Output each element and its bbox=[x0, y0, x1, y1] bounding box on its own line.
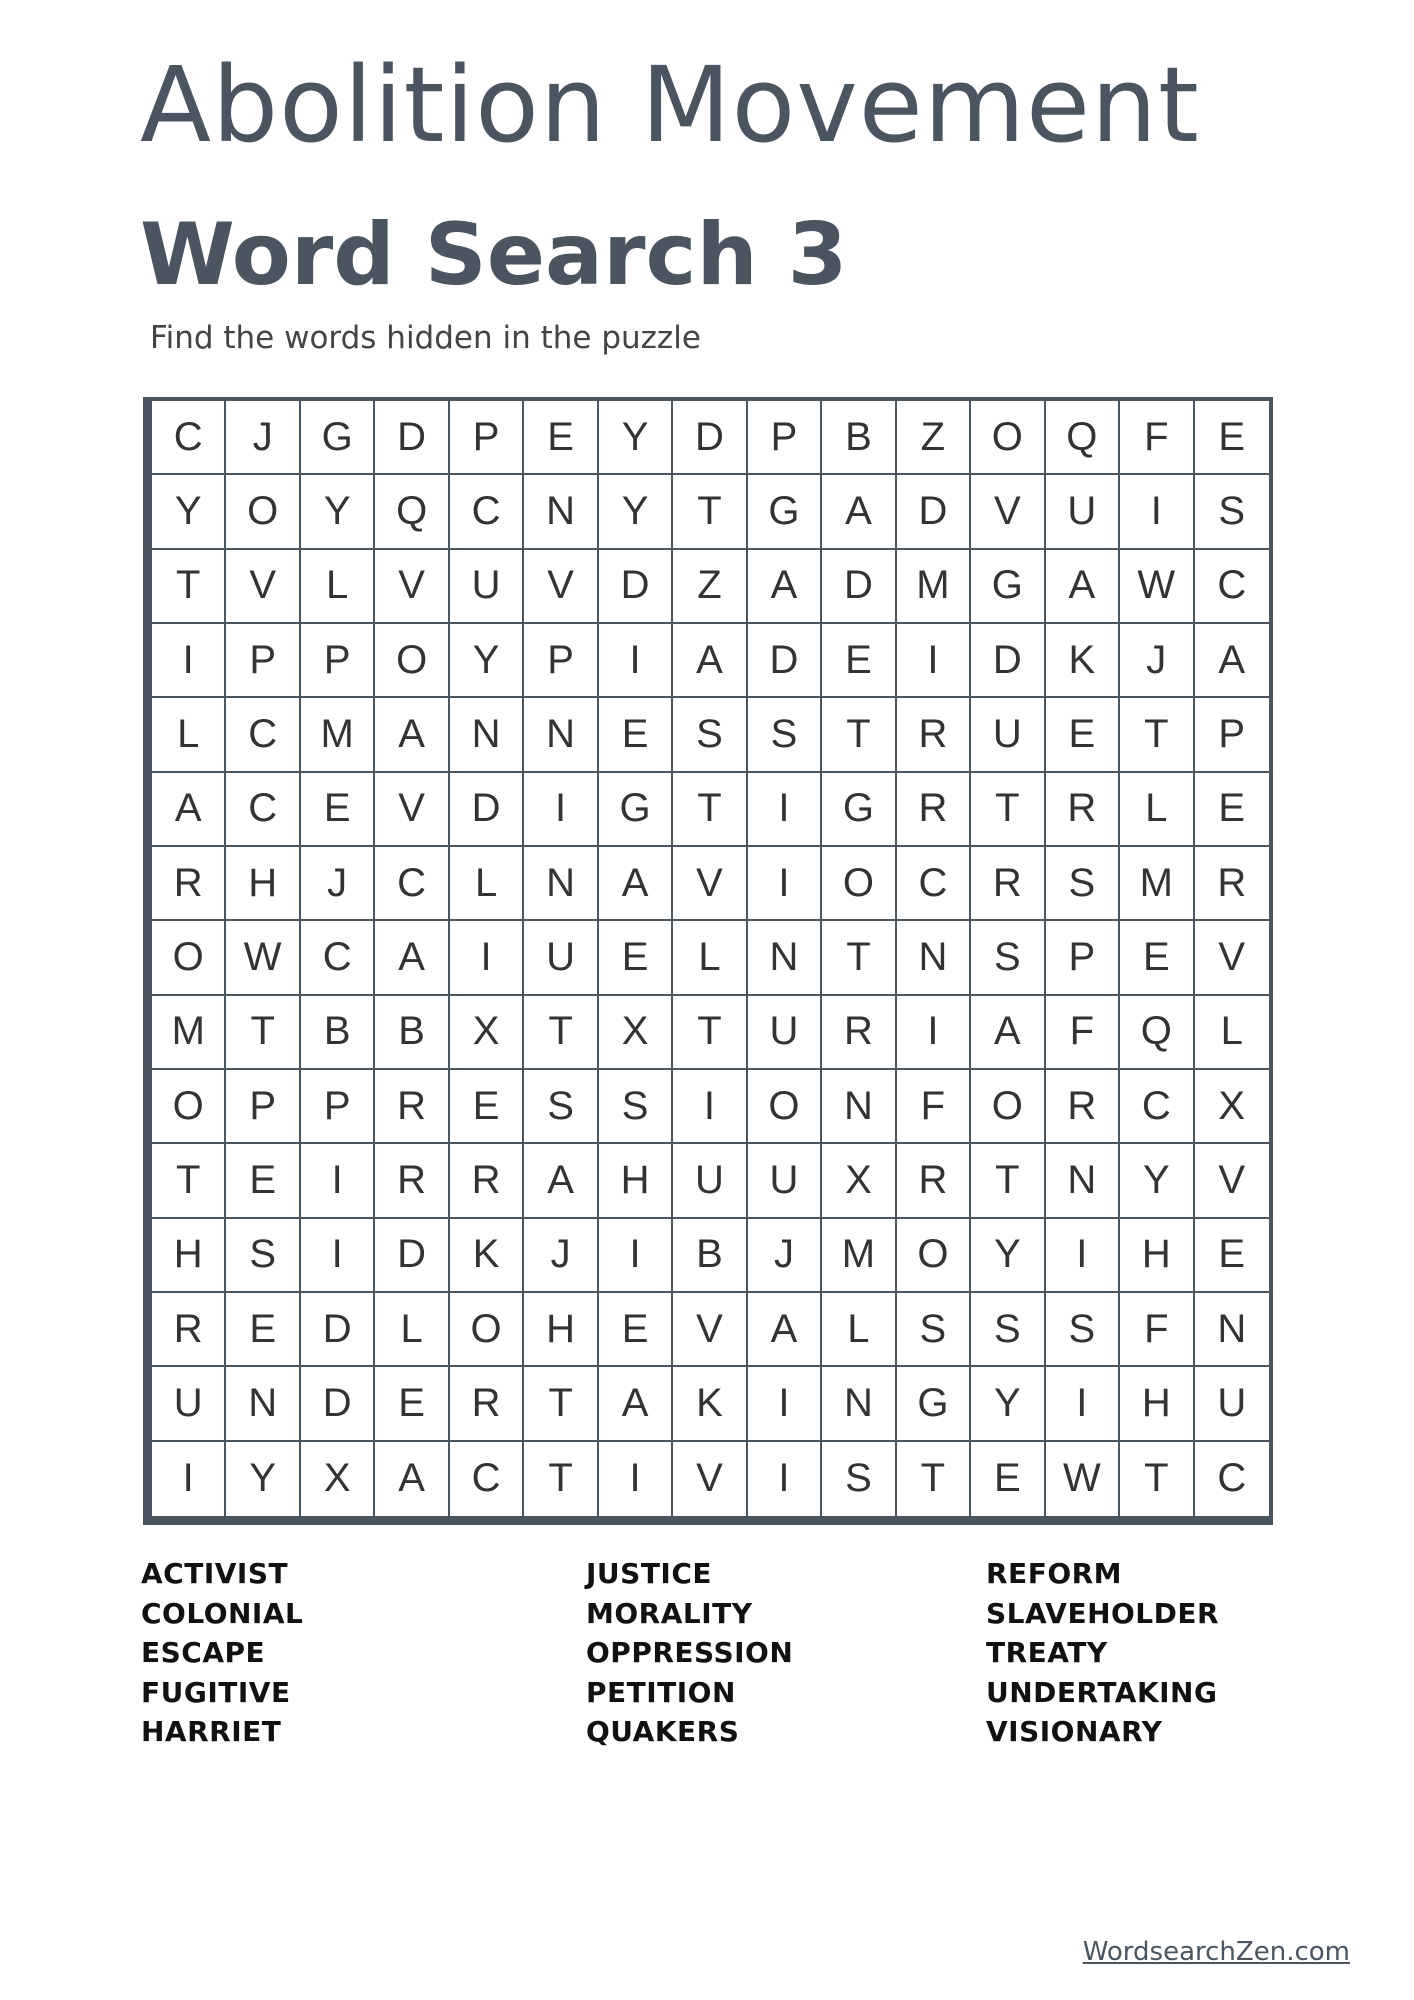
grid-cell: O bbox=[971, 401, 1045, 475]
grid-cell: N bbox=[450, 698, 524, 772]
grid-cell: A bbox=[375, 698, 449, 772]
word-list-item: UNDERTAKING bbox=[986, 1675, 1218, 1709]
grid-cell: T bbox=[524, 1367, 598, 1441]
grid-cell: V bbox=[524, 550, 598, 624]
grid-cell: X bbox=[599, 996, 673, 1070]
grid-cell: F bbox=[1120, 401, 1194, 475]
grid-cell: L bbox=[1120, 773, 1194, 847]
grid-cell: E bbox=[226, 1293, 300, 1367]
grid-cell: C bbox=[897, 847, 971, 921]
page-title: Abolition Movement bbox=[140, 44, 1200, 166]
grid-cell: I bbox=[748, 1367, 822, 1441]
grid-cell: N bbox=[1195, 1293, 1269, 1367]
grid-cell: Q bbox=[1046, 401, 1120, 475]
grid-cell: F bbox=[1120, 1293, 1194, 1367]
grid-cell: R bbox=[450, 1367, 524, 1441]
grid-cell: R bbox=[822, 996, 896, 1070]
grid-cell: S bbox=[1046, 847, 1120, 921]
grid-cell: D bbox=[301, 1367, 375, 1441]
grid-cell: V bbox=[673, 847, 747, 921]
grid-cell: S bbox=[673, 698, 747, 772]
grid-cell: C bbox=[1217, 1456, 1247, 1501]
grid-cell: P bbox=[301, 1070, 375, 1144]
grid-cell: C bbox=[226, 773, 300, 847]
grid-cell: H bbox=[152, 1219, 226, 1293]
grid-cell: Y bbox=[301, 475, 375, 549]
grid-cell: U bbox=[748, 1144, 822, 1218]
grid-cell: U bbox=[971, 698, 1045, 772]
grid-cell: C bbox=[375, 847, 449, 921]
grid-cell: D bbox=[971, 624, 1045, 698]
grid-cell: V bbox=[1195, 1144, 1269, 1218]
grid-cell: V bbox=[375, 773, 449, 847]
grid-cell: R bbox=[375, 1070, 449, 1144]
word-list-column-2 bbox=[586, 1554, 793, 1752]
grid-cell: T bbox=[226, 996, 300, 1070]
grid-cell: U bbox=[748, 996, 822, 1070]
grid-cell: J bbox=[748, 1219, 822, 1293]
grid-cell: B bbox=[822, 401, 896, 475]
grid-cell: Y bbox=[152, 475, 226, 549]
grid-cell: N bbox=[524, 847, 598, 921]
grid-cell: G bbox=[599, 773, 673, 847]
grid-cell: L bbox=[152, 698, 226, 772]
grid-cell: S bbox=[1046, 1293, 1120, 1367]
word-list-item: SLAVEHOLDER bbox=[986, 1596, 1220, 1630]
page-subtitle: Word Search 3 bbox=[140, 205, 848, 305]
grid-cell: P bbox=[524, 624, 598, 698]
grid-cell: K bbox=[1046, 624, 1120, 698]
grid-cell: A bbox=[971, 996, 1045, 1070]
grid-cell: I bbox=[301, 1144, 375, 1218]
grid-cell: E bbox=[524, 401, 598, 475]
grid-cell: D bbox=[599, 550, 673, 624]
grid-cell: I bbox=[897, 624, 971, 698]
grid-cell: L bbox=[375, 1293, 449, 1367]
grid-cell: A bbox=[822, 475, 896, 549]
grid-cell: B bbox=[673, 1219, 747, 1293]
grid-cell: H bbox=[1120, 1367, 1194, 1441]
word-list-column-3 bbox=[986, 1554, 1219, 1752]
grid-cell: C bbox=[226, 698, 300, 772]
word-list-column-1 bbox=[141, 1554, 303, 1752]
word-list-item: FUGITIVE bbox=[141, 1675, 291, 1709]
grid-cell: R bbox=[1046, 1070, 1120, 1144]
grid-cell: D bbox=[897, 475, 971, 549]
grid-cell: J bbox=[226, 401, 300, 475]
grid-cell: O bbox=[748, 1070, 822, 1144]
grid-cell: D bbox=[748, 624, 822, 698]
grid-cell: P bbox=[450, 401, 524, 475]
grid-cell: D bbox=[375, 1219, 449, 1293]
grid-cell: I bbox=[748, 847, 822, 921]
grid-cell: D bbox=[301, 1293, 375, 1367]
grid-cell: T bbox=[673, 996, 747, 1070]
grid-cell: R bbox=[450, 1144, 524, 1218]
grid-cell: X bbox=[450, 996, 524, 1070]
grid-cell: O bbox=[375, 624, 449, 698]
grid-cell: O bbox=[152, 921, 226, 995]
grid-cell: H bbox=[226, 847, 300, 921]
grid-cell: O bbox=[152, 1070, 226, 1144]
grid-cell: G bbox=[897, 1367, 971, 1441]
word-list-item: REFORM bbox=[986, 1557, 1123, 1590]
grid-cell: I bbox=[524, 773, 598, 847]
grid-cell: T bbox=[673, 773, 747, 847]
grid-cell: N bbox=[822, 1070, 896, 1144]
grid-cell: E bbox=[1195, 1219, 1269, 1293]
grid-cell: I bbox=[1120, 475, 1194, 549]
grid-cell: V bbox=[1195, 921, 1269, 995]
grid-cell: L bbox=[450, 847, 524, 921]
grid-cell: I bbox=[748, 1442, 822, 1516]
grid-cell: E bbox=[375, 1367, 449, 1441]
grid-cell: S bbox=[748, 698, 822, 772]
grid-cell: Y bbox=[599, 475, 673, 549]
grid-cell: I bbox=[599, 1219, 673, 1293]
grid-cell: T bbox=[971, 1144, 1045, 1218]
grid-cell: N bbox=[748, 921, 822, 995]
grid-cell: V bbox=[673, 1293, 747, 1367]
grid-cell: R bbox=[1046, 773, 1120, 847]
word-list-item: PETITION bbox=[586, 1675, 736, 1709]
grid-cell: X bbox=[1195, 1070, 1269, 1144]
grid-cell: E bbox=[1195, 773, 1269, 847]
grid-cell: U bbox=[1046, 475, 1120, 549]
grid-cell: I bbox=[673, 1070, 747, 1144]
grid-cell: R bbox=[897, 773, 971, 847]
grid-cell: E bbox=[1046, 698, 1120, 772]
grid-cell: A bbox=[375, 921, 449, 995]
grid-cell: R bbox=[152, 1293, 226, 1367]
grid-cell: S bbox=[1195, 475, 1269, 549]
grid-cell: O bbox=[226, 475, 300, 549]
grid-cell: S bbox=[599, 1070, 673, 1144]
grid-cell: S bbox=[897, 1293, 971, 1367]
grid-cell: E bbox=[599, 1293, 673, 1367]
grid-cell: I bbox=[748, 773, 822, 847]
grid-cell: M bbox=[301, 698, 375, 772]
grid-cell: D bbox=[822, 550, 896, 624]
grid-cell: O bbox=[971, 1070, 1045, 1144]
grid-cell: R bbox=[152, 847, 226, 921]
grid-cell: R bbox=[897, 698, 971, 772]
word-list-item: VISIONARY bbox=[986, 1715, 1163, 1748]
grid-cell: A bbox=[152, 773, 226, 847]
grid-cell: R bbox=[897, 1144, 971, 1218]
grid-cell: A bbox=[748, 1293, 822, 1367]
grid-cell: W bbox=[1046, 1442, 1120, 1516]
grid-cell: N bbox=[897, 921, 971, 995]
grid-cell: B bbox=[375, 996, 449, 1070]
grid-cell: Z bbox=[673, 550, 747, 624]
grid-cell: W bbox=[1120, 550, 1194, 624]
grid-cell: U bbox=[524, 921, 598, 995]
grid-cell: T bbox=[971, 773, 1045, 847]
grid-cell: H bbox=[524, 1293, 598, 1367]
grid-cell: T bbox=[152, 550, 226, 624]
grid-cell: A bbox=[1046, 550, 1120, 624]
grid-cell: T bbox=[822, 921, 896, 995]
grid-cell: M bbox=[152, 996, 226, 1070]
grid-cell: N bbox=[226, 1367, 300, 1441]
grid-cell: V bbox=[971, 475, 1045, 549]
grid-cell: A bbox=[375, 1442, 449, 1516]
grid-cell: O bbox=[897, 1219, 971, 1293]
grid-cell: M bbox=[897, 550, 971, 624]
grid-cell: S bbox=[971, 921, 1045, 995]
grid-cell: Y bbox=[1120, 1144, 1194, 1218]
grid-cell: S bbox=[971, 1293, 1045, 1367]
grid-cell: I bbox=[450, 921, 524, 995]
grid-cell: P bbox=[226, 1070, 300, 1144]
grid-cell: C bbox=[1120, 1070, 1194, 1144]
grid-cell: Y bbox=[450, 624, 524, 698]
grid-cell: I bbox=[599, 1442, 673, 1516]
grid-cell: Y bbox=[599, 401, 673, 475]
grid-cell: A bbox=[599, 847, 673, 921]
grid-cell: H bbox=[1120, 1219, 1194, 1293]
grid-cell: E bbox=[822, 624, 896, 698]
grid-cell: I bbox=[152, 1442, 226, 1516]
grid-cell: J bbox=[301, 847, 375, 921]
grid-cell: J bbox=[524, 1219, 598, 1293]
grid-cell: I bbox=[1046, 1367, 1120, 1441]
grid-cell: Q bbox=[1120, 996, 1194, 1070]
word-list-item: JUSTICE bbox=[586, 1557, 713, 1590]
grid-cell: T bbox=[897, 1442, 971, 1516]
grid-cell: Y bbox=[971, 1219, 1045, 1293]
grid-cell: P bbox=[226, 624, 300, 698]
grid-cell: Q bbox=[375, 475, 449, 549]
grid-cell: G bbox=[822, 773, 896, 847]
grid-cell: K bbox=[450, 1219, 524, 1293]
word-list-item: ACTIVIST bbox=[141, 1557, 289, 1590]
grid-cell: T bbox=[1120, 698, 1194, 772]
grid-cell: Y bbox=[226, 1442, 300, 1516]
grid-cell: O bbox=[822, 847, 896, 921]
grid-cell: A bbox=[748, 550, 822, 624]
grid-cell: T bbox=[152, 1144, 226, 1218]
grid-cell: D bbox=[450, 773, 524, 847]
grid-cell: R bbox=[1195, 847, 1269, 921]
grid-cell: P bbox=[301, 624, 375, 698]
grid-cell: I bbox=[1046, 1219, 1120, 1293]
grid-cell: U bbox=[1195, 1367, 1269, 1441]
instructions: Find the words hidden in the puzzle bbox=[150, 320, 701, 356]
grid-cell: U bbox=[673, 1144, 747, 1218]
grid-cell: C bbox=[450, 1442, 524, 1516]
grid-cell: T bbox=[673, 475, 747, 549]
grid-cell: I bbox=[897, 996, 971, 1070]
grid-cell: G bbox=[971, 550, 1045, 624]
grid-cell: H bbox=[599, 1144, 673, 1218]
grid-cell: S bbox=[524, 1070, 598, 1144]
grid-cell: C bbox=[450, 475, 524, 549]
grid-cell: I bbox=[152, 624, 226, 698]
grid-cell: E bbox=[301, 773, 375, 847]
grid-cell: X bbox=[301, 1442, 375, 1516]
grid-cell: P bbox=[748, 401, 822, 475]
grid-cell: N bbox=[524, 475, 598, 549]
grid-cell: B bbox=[301, 996, 375, 1070]
grid-cell: L bbox=[822, 1293, 896, 1367]
grid-cell: Z bbox=[897, 401, 971, 475]
grid-cell: T bbox=[524, 996, 598, 1070]
word-list-item: OPPRESSION bbox=[586, 1636, 794, 1669]
grid-cell: K bbox=[673, 1367, 747, 1441]
grid-cell: S bbox=[226, 1219, 300, 1293]
grid-cell: S bbox=[822, 1442, 896, 1516]
grid-cell: V bbox=[375, 550, 449, 624]
grid-cell: L bbox=[1195, 996, 1269, 1070]
word-list-item: MORALITY bbox=[586, 1596, 753, 1630]
puzzle-grid bbox=[143, 397, 1273, 1525]
grid-cell: E bbox=[1195, 401, 1269, 475]
grid-cell: N bbox=[822, 1367, 896, 1441]
grid-cell: L bbox=[673, 921, 747, 995]
grid-cell: R bbox=[971, 847, 1045, 921]
grid-cell: T bbox=[822, 698, 896, 772]
site-link[interactable]: WordsearchZen.com bbox=[1082, 1937, 1350, 1967]
grid-cell: T bbox=[1120, 1442, 1194, 1516]
grid-cell: I bbox=[301, 1219, 375, 1293]
grid-cell: A bbox=[524, 1144, 598, 1218]
grid-cell: C bbox=[152, 401, 226, 475]
word-list-item: ESCAPE bbox=[141, 1636, 266, 1669]
grid-cell: J bbox=[1120, 624, 1194, 698]
word-list-item: COLONIAL bbox=[141, 1596, 304, 1630]
grid-cell: I bbox=[599, 624, 673, 698]
grid-cell: W bbox=[226, 921, 300, 995]
grid-cell: G bbox=[301, 401, 375, 475]
grid-cell: V bbox=[226, 550, 300, 624]
word-list-item: HARRIET bbox=[141, 1715, 282, 1748]
grid-cell: M bbox=[1120, 847, 1194, 921]
grid-cell: V bbox=[673, 1442, 747, 1516]
grid-cell: E bbox=[450, 1070, 524, 1144]
grid-cell: A bbox=[599, 1367, 673, 1441]
word-list-item: QUAKERS bbox=[586, 1715, 740, 1748]
grid-cell: F bbox=[897, 1070, 971, 1144]
grid-cell: U bbox=[152, 1367, 226, 1441]
grid-cell: P bbox=[1195, 698, 1269, 772]
grid-cell: E bbox=[971, 1442, 1045, 1516]
word-list-item: TREATY bbox=[986, 1636, 1108, 1669]
grid-cell: E bbox=[226, 1144, 300, 1218]
grid-cell: A bbox=[673, 624, 747, 698]
grid-cell: L bbox=[301, 550, 375, 624]
grid-cell: X bbox=[822, 1144, 896, 1218]
grid-cell: D bbox=[375, 401, 449, 475]
grid-cell: Y bbox=[971, 1367, 1045, 1441]
grid-cell: P bbox=[1046, 921, 1120, 995]
grid-cell: A bbox=[1195, 624, 1269, 698]
grid-cell: C bbox=[1195, 550, 1269, 624]
grid-cell: F bbox=[1046, 996, 1120, 1070]
grid-cell: D bbox=[673, 401, 747, 475]
grid-cell: N bbox=[524, 698, 598, 772]
grid-cell: G bbox=[748, 475, 822, 549]
grid-cell: E bbox=[599, 921, 673, 995]
grid-cell: E bbox=[1120, 921, 1194, 995]
grid-cell: N bbox=[1046, 1144, 1120, 1218]
grid-cell: T bbox=[524, 1442, 598, 1516]
grid-cell: C bbox=[301, 921, 375, 995]
grid-cell: R bbox=[375, 1144, 449, 1218]
grid-cell: M bbox=[822, 1219, 896, 1293]
grid-cell: U bbox=[450, 550, 524, 624]
grid-cell: O bbox=[450, 1293, 524, 1367]
grid-cell: E bbox=[599, 698, 673, 772]
